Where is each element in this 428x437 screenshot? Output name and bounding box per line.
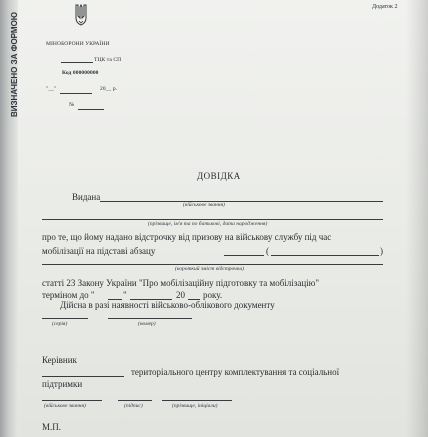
spine-text: ВИЗНАЧЕНО ЗА ФОРМОЮ <box>10 11 20 118</box>
issued-line <box>100 201 383 202</box>
appendix-label: Додаток 2 <box>372 4 398 10</box>
term-century: 20 <box>176 290 185 300</box>
mobilization-label: мобілізації на підставі абзацу <box>42 246 156 256</box>
organization-code: Код 000000000 <box>62 70 99 76</box>
date-year: 20__ р. <box>100 86 118 92</box>
page-fold-shadow <box>406 0 428 437</box>
unit-line <box>61 62 93 63</box>
support-text: підтримки <box>42 379 83 389</box>
sig-name-caption: (прізвище, ініціали) <box>172 403 218 409</box>
name-caption: (прізвище, ім'я та по батькові, дата народження) <box>148 221 268 227</box>
signature-caption: (підпис) <box>124 403 143 409</box>
series-line <box>42 318 88 319</box>
law-text: статті 23 Закону України "Про мобілізаційну підготовку та мобілізацію" <box>42 278 320 288</box>
short-content-caption: (короткий зміст відстрочки) <box>175 266 244 272</box>
name-line <box>42 219 383 220</box>
reason-line-2 <box>42 264 383 265</box>
coat-of-arms-icon <box>74 3 88 27</box>
series-caption: (серія) <box>52 321 68 327</box>
stamp-label: М.П. <box>42 422 62 432</box>
sig-name-line <box>162 400 232 401</box>
doc-number-caption: (номер) <box>138 321 156 327</box>
reason-line-1 <box>271 255 379 256</box>
head-position-line <box>42 376 124 377</box>
paren-close: ) <box>380 246 383 256</box>
document-title: ДОВІДКА <box>197 171 241 181</box>
paren-open: ( <box>266 246 269 256</box>
head-label: Керівник <box>42 355 77 365</box>
doc-number-line <box>108 318 192 319</box>
date-month-line <box>60 93 92 94</box>
paragraph-line <box>224 255 264 256</box>
center-text: територіального центру комплектування та соціальної <box>131 367 340 377</box>
signature-line <box>118 400 152 401</box>
issued-label: Видана <box>72 192 101 202</box>
deferment-text-1: про те, що йому надано відстрочку від призову на військову службу під час <box>42 232 332 242</box>
term-label: терміном до " <box>42 290 95 300</box>
unit-suffix: ТЦК та СП <box>94 57 122 63</box>
term-year-label: року. <box>203 290 223 300</box>
date-day: "__" <box>46 86 57 92</box>
number-label: № <box>69 102 75 108</box>
number-line <box>78 109 104 110</box>
sig-rank-caption: (військове звання) <box>44 403 86 409</box>
page-edge-shadow <box>0 0 18 437</box>
rank-caption: (військове звання) <box>183 202 225 208</box>
valid-text: Дійсна в разі наявності військово-облікового документу <box>60 300 275 310</box>
sig-rank-line <box>42 400 102 401</box>
ministry-name: МІНОБОРОНИ УКРАЇНИ <box>46 41 110 47</box>
term-quote: " <box>123 290 127 300</box>
